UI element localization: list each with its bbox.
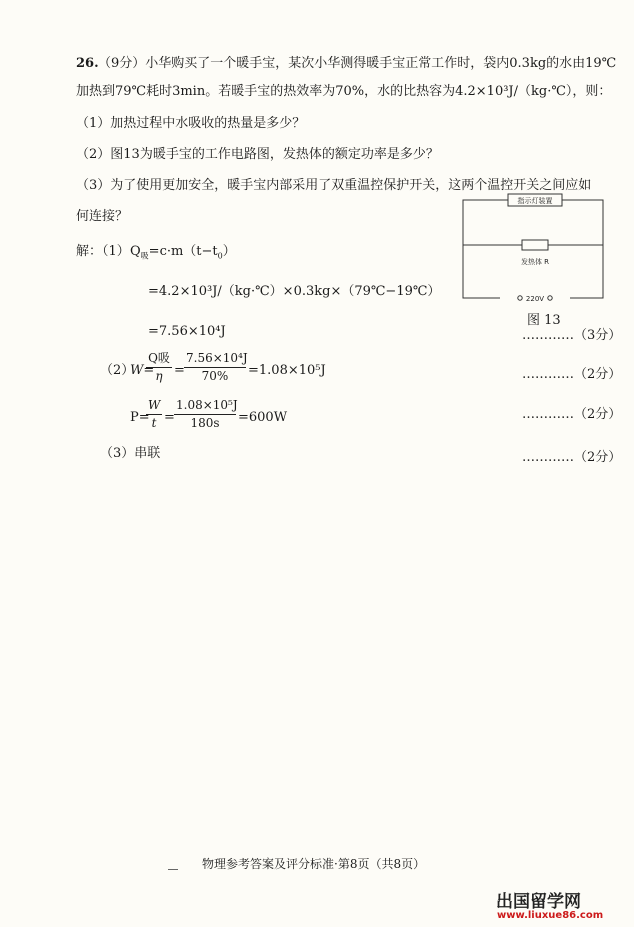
p-fraction-1 <box>146 398 162 431</box>
w-fraction-1 <box>146 351 172 384</box>
heater-label: 发热体 R <box>520 258 550 266</box>
p-fraction-2-num: 1.08×10⁵J <box>174 398 236 415</box>
score-1: …………（3分） <box>522 328 622 343</box>
question-line-2: 加热到79℃耗时3min。若暖手宝的热效率为70%，水的比热容为4.2×10³J/（kg·℃），则： <box>76 84 612 99</box>
brand-name: 出国留学网 <box>496 892 581 912</box>
part-3-answer: （3）串联 <box>100 446 161 461</box>
formula-rest: =c·m（t−t <box>148 244 218 259</box>
sub-question-1: （1）加热过程中水吸收的热量是多少？ <box>76 116 306 131</box>
w-eq: = <box>174 363 185 378</box>
p-fraction-1-num: W <box>146 398 162 415</box>
voltage-label: 220V <box>525 295 545 303</box>
solution-prefix: 解：（1） <box>76 244 130 259</box>
sub-question-2: （2）图13为暖手宝的工作电路图，发热体的额定功率是多少？ <box>76 147 439 162</box>
sub-question-3-line-2: 何连接？ <box>76 209 129 224</box>
solution-step-2: =7.56×10⁴J <box>148 324 226 339</box>
heater-resistor <box>522 240 548 250</box>
w-fraction-2-num: 7.56×10⁴J <box>184 351 246 368</box>
w-result: =1.08×10⁵J <box>248 363 326 378</box>
score-4: …………（2分） <box>522 450 622 465</box>
circuit-diagram <box>460 190 610 310</box>
w-lhs: W= <box>130 363 155 378</box>
w-fraction-1-den: η <box>155 369 163 383</box>
score-2: …………（2分） <box>522 367 622 382</box>
w-fraction-1-num: Q吸 <box>146 351 172 368</box>
formula-close: ） <box>222 244 236 259</box>
formula-q-sub: 吸 <box>140 251 149 261</box>
question-number: 26. <box>76 56 99 71</box>
p-eq: = <box>164 410 175 425</box>
part-2-label: （2） <box>100 363 135 378</box>
w-fraction-2-den: 70% <box>201 369 229 383</box>
p-fraction-2-den: 180s <box>190 416 220 430</box>
brand-url: www.liuxue86.com <box>497 910 604 921</box>
formula-t0-sub: 0 <box>217 251 223 261</box>
w-fraction-2 <box>184 351 246 384</box>
formula-heat <box>130 244 236 265</box>
footer-dash <box>168 869 178 870</box>
question-line-1: （9分）小华购买了一个暖手宝，某次小华测得暖手宝正常工作时，袋内0.3kg的水由19℃ <box>98 56 617 71</box>
terminal-right <box>548 296 552 300</box>
indicator-label: 指示灯装置 <box>517 197 553 205</box>
terminal-left <box>518 296 522 300</box>
score-3: …………（2分） <box>522 407 622 422</box>
page-footer: 物理参考答案及评分标准·第8页（共8页） <box>202 857 426 871</box>
p-fraction-1-den: t <box>151 416 157 430</box>
p-result: =600W <box>238 410 288 425</box>
formula-q: Q <box>130 244 141 259</box>
sub-question-3-line-1: （3）为了使用更加安全，暖手宝内部采用了双重温控保护开关，这两个温控开关之间应如 <box>76 178 592 193</box>
p-fraction-2 <box>174 398 236 431</box>
figure-caption: 图 13 <box>527 313 561 328</box>
p-lhs: P= <box>130 410 150 425</box>
solution-step-1: =4.2×10³J/（kg·℃）×0.3kg×（79℃−19℃） <box>148 284 441 299</box>
